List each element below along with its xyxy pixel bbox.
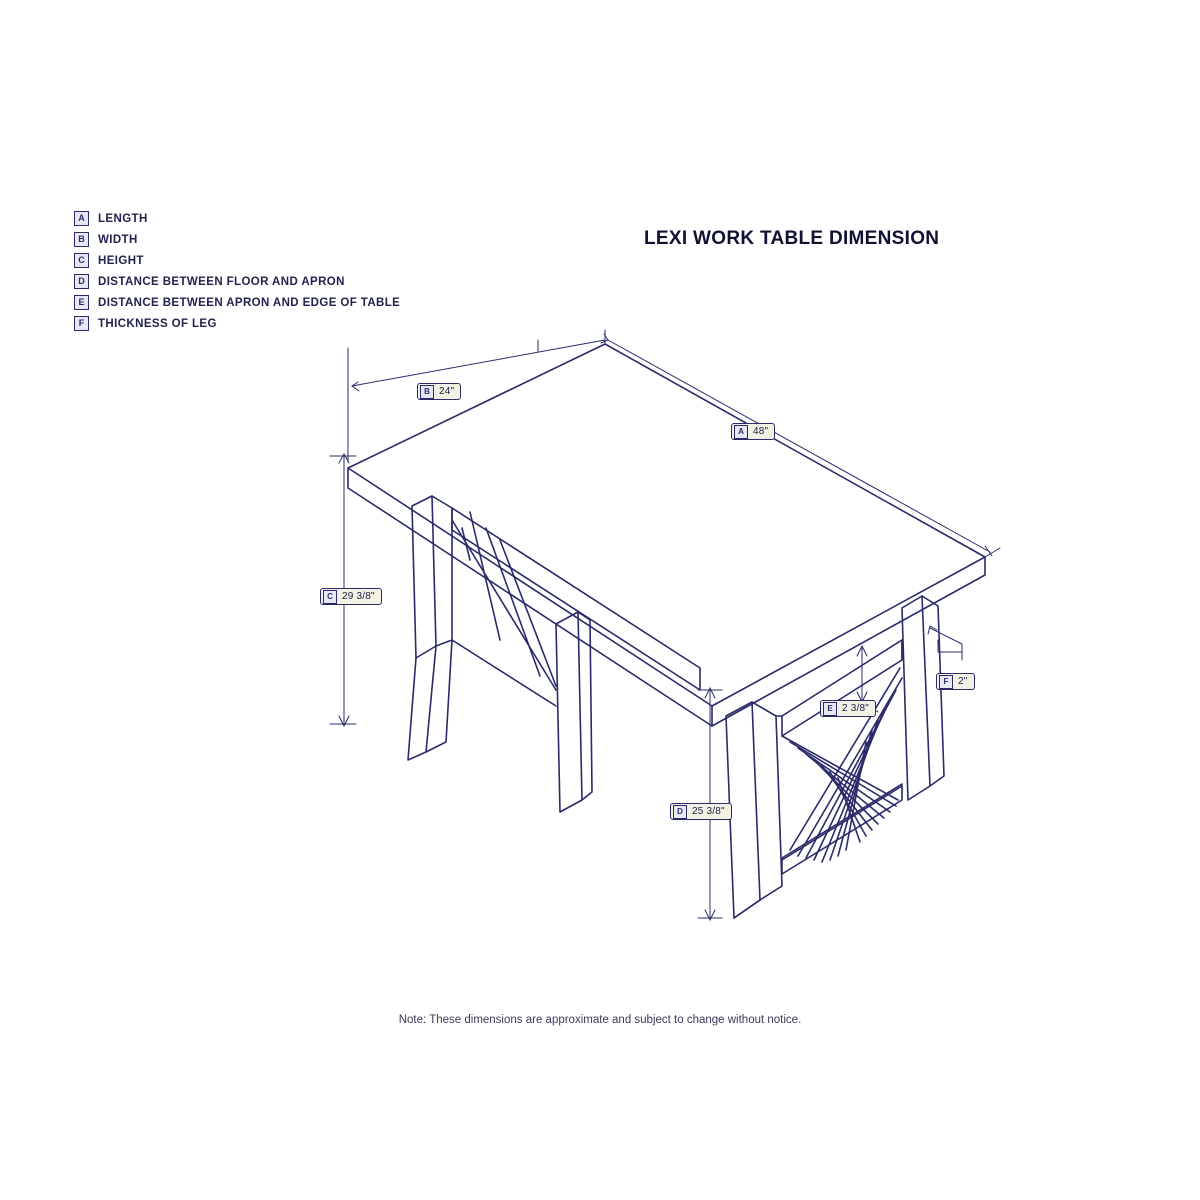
callout-key-d: D xyxy=(673,805,687,819)
callout-leg-thickness xyxy=(936,673,975,690)
legend-label-height: HEIGHT xyxy=(98,254,144,267)
callout-value-apron-edge: 2 3/8" xyxy=(842,703,869,714)
legend-key-b: B xyxy=(74,232,89,247)
callout-height xyxy=(320,588,382,605)
legend-label-apron-edge: DISTANCE BETWEEN APRON AND EDGE OF TABLE xyxy=(98,296,401,309)
legend-key-d: D xyxy=(74,274,89,289)
callout-value-floor-apron: 25 3/8" xyxy=(692,806,725,817)
callout-width xyxy=(417,383,461,400)
legend-key-c: C xyxy=(74,253,89,268)
callout-key-b: B xyxy=(420,385,434,399)
legend-key-f: F xyxy=(74,316,89,331)
legend-key-a: A xyxy=(74,211,89,226)
callout-key-f: F xyxy=(939,675,953,689)
legend-label-width: WIDTH xyxy=(98,233,138,246)
legend-label-floor-apron: DISTANCE BETWEEN FLOOR AND APRON xyxy=(98,275,345,288)
callout-value-width: 24" xyxy=(439,386,455,397)
callout-key-c: C xyxy=(323,590,337,604)
legend-key-e: E xyxy=(74,295,89,310)
page-title: LEXI WORK TABLE DIMENSION xyxy=(644,228,940,249)
legend-label-leg-thickness: THICKNESS OF LEG xyxy=(98,317,217,330)
legend-label-length: LENGTH xyxy=(98,212,148,225)
callout-value-height: 29 3/8" xyxy=(342,591,375,602)
callout-apron-edge xyxy=(820,700,876,717)
callout-value-length: 48" xyxy=(753,426,769,437)
callout-key-a: A xyxy=(734,425,748,439)
callout-floor-apron xyxy=(670,803,732,820)
disclaimer-note: Note: These dimensions are approximate and subject to change without notice. xyxy=(398,1014,802,1026)
callout-key-e: E xyxy=(823,702,837,716)
callout-value-leg-thickness: 2" xyxy=(958,676,968,687)
callout-length xyxy=(731,423,775,440)
